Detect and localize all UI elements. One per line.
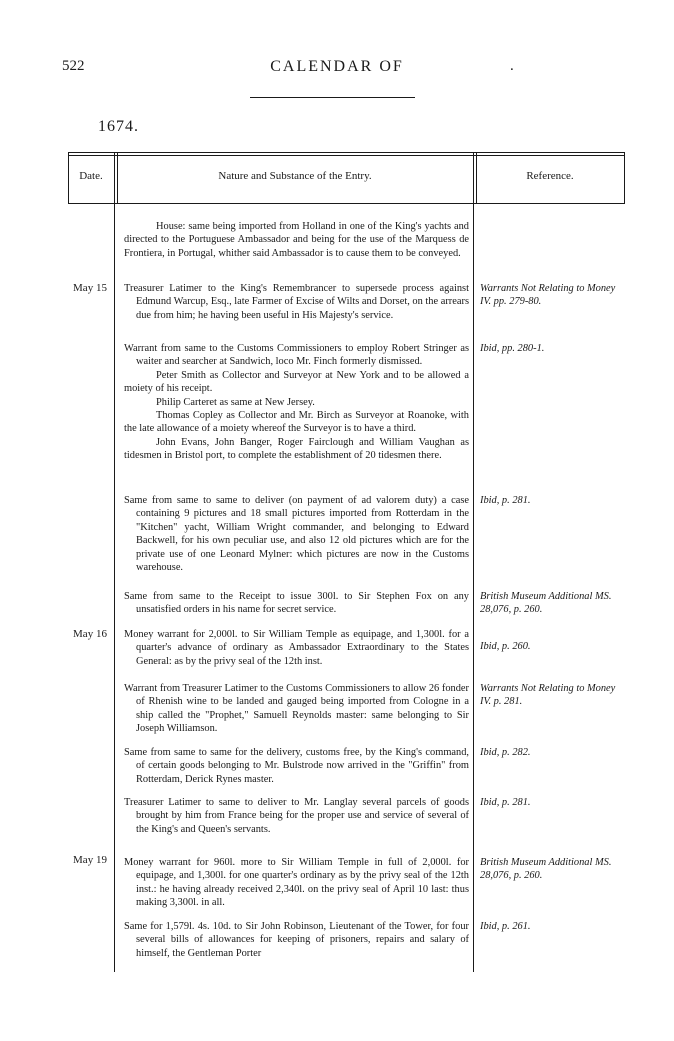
entry-9-text — [124, 856, 469, 910]
entry-8-reference: Ibid, p. 281. — [480, 797, 531, 808]
header-rule-right — [624, 152, 625, 204]
entry-5-text — [124, 628, 469, 668]
column-header-date: Date. — [79, 170, 103, 182]
entry-9-date: May 19 — [73, 854, 107, 866]
entry-2-line-3: Thomas Copley as Collector and Mr. Birch as Surveyor at Roanoke, with the late allowance of a moiety whereof the Surveyor is to have a third. — [124, 410, 469, 435]
entry-10-line-0: Same for 1,579l. 4s. 10d. to Sir John Robinson, Lieutenant of the Tower, for four several bills of allowances for keeping of prisoners, repairs and salary of himself, the Gentleman Porter — [124, 921, 469, 959]
entry-1-reference: Warrants Not Relating to Money IV. pp. 279-80. — [480, 283, 616, 308]
table-top-rule — [68, 152, 624, 153]
entry-1-text — [124, 282, 469, 322]
entry-0-line-0: House: same being imported from Holland in one of the King's yachts and directed to the Portuguese Ambassador and being for the use of the Marquess de Frontiera, in Portugal, whither said Ambassador is to cause them to be conveyed. — [124, 221, 469, 259]
entry-7-reference: Ibid, p. 282. — [480, 747, 531, 758]
running-head: CALENDAR OF — [270, 58, 404, 75]
column-rule-reference — [473, 152, 474, 972]
entry-2-line-1: Peter Smith as Collector and Surveyor at New York and to be allowed a moiety of his receipt. — [124, 369, 469, 395]
entry-10-reference: Ibid, p. 261. — [480, 921, 531, 932]
entry-9-reference: British Museum Additional MS. 28,076, p. 260. — [480, 857, 612, 882]
entry-9-line-0: Money warrant for 960l. more to Sir William Temple in full of 2,000l. for equipage, and 1,300l. for one quarter's ordinary as by the privy seal of the 12th inst.: he having already received 2,340l. on the privy seal of April 10 last: thus making 3,300l. in all. — [124, 857, 469, 909]
table-top-rule-inner — [68, 155, 624, 156]
year-heading: 1674. — [98, 118, 139, 135]
entry-2-line-4: John Evans, John Banger, Roger Fairclough and William Vaughan as tidesmen in Bristol port, to complete the establishment of 20 tidesmen there. — [124, 436, 469, 462]
entry-3-text — [124, 494, 469, 574]
entry-0-text — [124, 220, 469, 260]
entry-1-line-0: Treasurer Latimer to the King's Remembrancer to supersede process against Edmund Warcup, Esq., late Farmer of Excise of Wilts and Dorset, on the arrears due from him; he having been useful in His Majesty's service. — [124, 283, 469, 321]
entry-4-reference: British Museum Additional MS. 28,076, p. 260. — [480, 591, 612, 616]
entry-7-text — [124, 746, 469, 786]
running-head-rule — [250, 97, 415, 98]
page-number: 522 — [62, 58, 85, 74]
entry-4-text — [124, 590, 469, 617]
entry-6-text — [124, 682, 469, 736]
entry-5-date: May 16 — [73, 628, 107, 640]
column-rule-date — [114, 152, 115, 972]
entry-2-line-2: Philip Carteret as same at New Jersey. — [156, 396, 315, 408]
entry-6-line-0: Warrant from Treasurer Latimer to the Customs Commissioners to allow 26 fonder of Rhenish wine to be landed and gauged being imported from Cologne in a ship called the "Prophet," Samuell Reynolds master: same belonging to Sir Joseph Williamson. — [124, 683, 469, 735]
entry-6-reference: Warrants Not Relating to Money IV. p. 281. — [480, 683, 616, 708]
entry-8-text — [124, 796, 469, 836]
entry-3-reference: Ibid, p. 281. — [480, 495, 531, 506]
running-head-mark: . — [510, 58, 514, 74]
entry-1-date: May 15 — [73, 282, 107, 294]
entry-5-line-0: Money warrant for 2,000l. to Sir William Temple as equipage, and 1,300l. for a quarter's advance of ordinary as Ambassador Extraordinary to the States General: as by the privy seal of the 12th inst. — [124, 629, 469, 667]
entry-7-line-0: Same from same to same for the delivery, customs free, by the King's command, of certain goods belonging to Mr. Bulstrode now arrived in the "Griffin" from Rotterdam, Derick Rynes master. — [124, 747, 469, 785]
column-header-reference: Reference. — [526, 170, 574, 182]
entry-10-text — [124, 920, 469, 960]
column-header-nature: Nature and Substance of the Entry. — [218, 170, 372, 182]
entry-3-line-0: Same from same to same to deliver (on payment of ad valorem duty) a case containing 9 pictures and 18 small pictures imported from Rotterdam in the "Kitchen" yacht, William Wright commander, and belonging to Edward Backwell, for his own peculiar use, and also 12 old pictures which are for the private use of one Leonard Mylner: which pictures are now in the Customs warehouse. — [124, 495, 469, 574]
entry-2-text — [124, 342, 469, 463]
entry-2-line-0: Warrant from same to the Customs Commissioners to employ Robert Stringer as waiter and searcher at Sandwich, loco Mr. Finch formerly dismissed. — [124, 343, 469, 368]
entry-2-reference: Ibid, pp. 280-1. — [480, 343, 545, 354]
entry-8-line-0: Treasurer Latimer to same to deliver to Mr. Langlay several parcels of goods brought by him from France being for the proper use and service of several of the King's and Queen's servants. — [124, 797, 469, 835]
header-bottom-rule — [68, 203, 624, 204]
entry-5-reference: Ibid, p. 260. — [480, 641, 531, 652]
entry-4-line-0: Same from same to the Receipt to issue 300l. to Sir Stephen Fox on any unsatisfied orders in his name for secret service. — [124, 591, 469, 616]
